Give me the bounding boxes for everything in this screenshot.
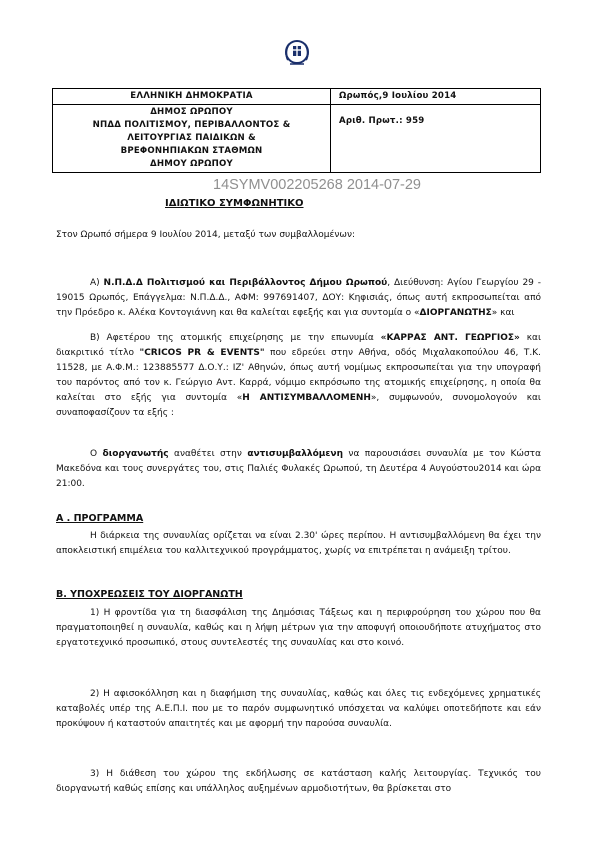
party-a-text: , Διεύθυνση: Αγίου Γεωργίου 29 - 19015 Ωρωπός, Επάγγελμα: Ν.Π.Δ.Δ., ΑΦΜ: 997691407, ΔΟΥ: Κηφισιάς, όπως αυτή εκπροσωπείται από την Πρόεδρο κ. Αλέκα Κοντογιάννη και θα καλείται εφεξής και για συντομία ο « — [56, 278, 542, 318]
header-table — [52, 88, 541, 173]
org-line: ΕΛΛΗΝΙΚΗ ΔΗΜΟΚΡΑΤΙΑ — [53, 89, 331, 105]
party-b-end: », συμφωνούν, συνομολογούν και συναποφασίζουν τα εξής : — [56, 393, 541, 418]
greek-emblem-icon — [280, 36, 314, 70]
org-line: ΔΗΜΟΥ ΩΡΩΠΟΥ — [150, 159, 233, 169]
party-b-brand: "CRICOS PR & EVENTS" — [139, 348, 265, 358]
party-b-name: «ΚΑΡΡΑΣ ΑΝΤ. ΓΕΩΡΓΙΟΣ» — [380, 333, 520, 343]
party-b-mid: και διακριτικό τίτλο — [56, 333, 541, 358]
party-b-paragraph — [56, 331, 541, 421]
assignment-part: να παρουσιάσει συναυλία με τον Κώστα Μακεδόνα και τους συνεργάτες του, στις Παλιές Φυλακές Ωρωπού, τη Δευτέρα 4 Αυγούστου2014 και ώρα 21:00. — [56, 449, 541, 489]
party-a-prefix: Α) — [90, 278, 104, 288]
org-block — [53, 105, 331, 173]
party-a-name: Ν.Π.Δ.Δ Πολιτισμού και Περιβάλλοντος Δήμου Ωρωπού — [103, 278, 388, 288]
party-a-role: ΔΙΟΡΓΑΝΩΤΗΣ — [419, 308, 492, 318]
org-line: ΝΠΔΔ ΠΟΛΙΤΙΣΜΟΥ, ΠΕΡΙΒΑΛΛΟΝΤΟΣ & — [92, 120, 291, 130]
party-b-prefix: Β) Αφετέρου της ατομικής επιχείρησης με την επωνυμία — [90, 333, 381, 343]
party-a-paragraph — [56, 276, 541, 321]
party-a-end: » και — [491, 308, 515, 318]
org-line: ΔΗΜΟΣ ΩΡΩΠΟΥ — [150, 107, 233, 117]
obligation-item: 1) Η φροντίδα για τη διασφάλιση της Δημόσιας Τάξεως και η περιφρούρηση του χώρου που θα πραγματοποιηθεί η συναυλία, καθώς και η λήψη μέτρων για την αποφυγή οποιουδήποτε ατυχήματος στο εργατοτεχνικό προσωπικό, στους συντελεστές της συναυλίας και στο κοινό. — [56, 608, 541, 648]
section-a-text: Η διάρκεια της συναυλίας ορίζεται να είναι 2.30' ώρες περίπου. Η αντισυμβαλλόμενη θα έχει την αποκλειστική επιμέλεια του καλλιτεχνικού προγράμματος, χωρίς να επιτρέπεται η ανάμειξη τρίτου. — [56, 531, 541, 556]
org-line: ΒΡΕΦΟΝΗΠΙΑΚΩΝ ΣΤΑΘΜΩΝ — [120, 146, 263, 156]
obligation-item: 3) Η διάθεση του χώρου της εκδήλωσης σε κατάσταση καλής λειτουργίας. Τεχνικός του διοργανωτή καθώς επίσης και υπάλληλος αυξημένων αρμοδιοτήτων, θα βρίσκεται στο — [56, 769, 541, 794]
section-b-heading: Β. ΥΠΟΧΡΕΩΣΕΙΣ ΤΟΥ ΔΙΟΡΓΑΝΩΤΗ — [56, 589, 243, 600]
assignment-organizer: διοργανωτής — [102, 449, 169, 459]
assignment-part: αναθέτει στην — [168, 449, 248, 459]
diavgeia-stamp: 14SYMV002205268 2014-07-29 — [213, 177, 421, 193]
org-line: ΛΕΙΤΟΥΡΓΙΑΣ ΠΑΙΔΙΚΩΝ & — [127, 133, 256, 143]
party-b-text: που εδρεύει στην Αθήνα, οδός Μιχαλακοπούλου 46, Τ.Κ. 11528, με Α.Φ.Μ.: 123885577 Δ.Ο.Υ.: ΙΖ' Αθηνών, όπως αυτή νομίμως εκπροσωπείται για την υπογραφή του παρόντος από τον κ. Γεώργιο Αντ. Καρρά, νόμιμο εκπρόσωπο της ατομικής επιχείρησης, η οποία θα καλείται στο εξής για συντομία « — [56, 348, 542, 403]
assignment-paragraph — [56, 447, 541, 492]
protocol-number: Αριθ. Πρωτ.: 959 — [339, 116, 425, 126]
party-b-role: Η ΑΝΤΙΣΥΜΒΑΛΛΟΜΕΝΗ — [242, 393, 371, 403]
place-date: Ωρωπός,9 Ιουλίου 2014 — [331, 89, 541, 105]
assignment-part: Ο — [90, 449, 103, 459]
protocol-cell — [331, 105, 541, 173]
document-title: ΙΔΙΩΤΙΚΟ ΣΥΜΦΩΝΗΤΙΚΟ — [165, 198, 304, 209]
section-a-heading: Α . ΠΡΟΓΡΑΜΜΑ — [56, 513, 144, 524]
obligation-item: 2) Η αφισοκόλληση και η διαφήμιση της συναυλίας, καθώς και όλες τις ενδεχόμενες χρηματικές καταβολές υπέρ της Α.Ε.Π.Ι. που με το παρόν συμφωνητικό υπόσχεται να καλύψει οποτεδήποτε και εάν προκύψουν ή καταστούν απαιτητές και με αφορμή την παρούσα συναυλία. — [56, 689, 541, 729]
assignment-contractor: αντισυμβαλλόμενη — [247, 449, 343, 459]
intro-paragraph: Στον Ωρωπό σήμερα 9 Ιουλίου 2014, μεταξύ των συμβαλλομένων: — [56, 230, 356, 240]
